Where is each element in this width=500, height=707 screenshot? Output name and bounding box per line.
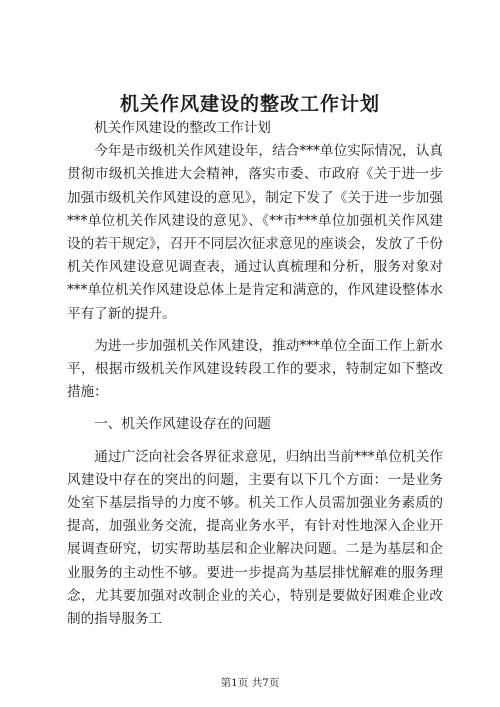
page-footer: 第1页 共7页: [220, 677, 280, 689]
document-body: [67, 117, 443, 631]
body-paragraph: 今年是市级机关作风建设年，结合***单位实际情况，认真贯彻市级机关推进大会精神，落实市委、市政府《关于进一步加强市级机关作风建设的意见》，制定下发了《关于进一步加强***单位机关作风建设的意见》、《**市***单位加强机关作风建设的若干规定》，召开不同层次征求意见的座谈会，发放了千份机关作风建设意见调查表，通过认真梳理和分析，服务对象对***单位机关作风建设总体上是肯定和满意的，作风建设整体水平有了新的提升。: [67, 143, 443, 322]
body-paragraph: 为进一步加强机关作风建设，推动***单位全面工作上新水平，根据市级机关作风建设转段工作的要求，特制定如下整改措施：: [67, 337, 443, 401]
subtitle-paragraph: 机关作风建设的整改工作计划: [94, 120, 271, 136]
body-paragraph: 通过广泛向社会各界征求意见，归纳出当前***单位机关作风建设中存在的突出的问题，主要有以下几个方面：一是业务处室下基层指导的力度不够。机关工作人员需加强业务素质的提高，加强业务交流，提高业务水平，有针对性地深入企业开展调查研究，切实帮助基层和企业解决问题。二是为基层和企业服务的主动性不够。要进一步提高为基层排忧解难的服务理念，尤其要加强对改制企业的关心，特别是要做好困难企业改制的指导服务工: [67, 448, 443, 628]
section-heading: 一、机关作风建设存在的问题: [94, 416, 271, 433]
document-title: 机关作风建设的整改工作计划: [119, 93, 380, 115]
